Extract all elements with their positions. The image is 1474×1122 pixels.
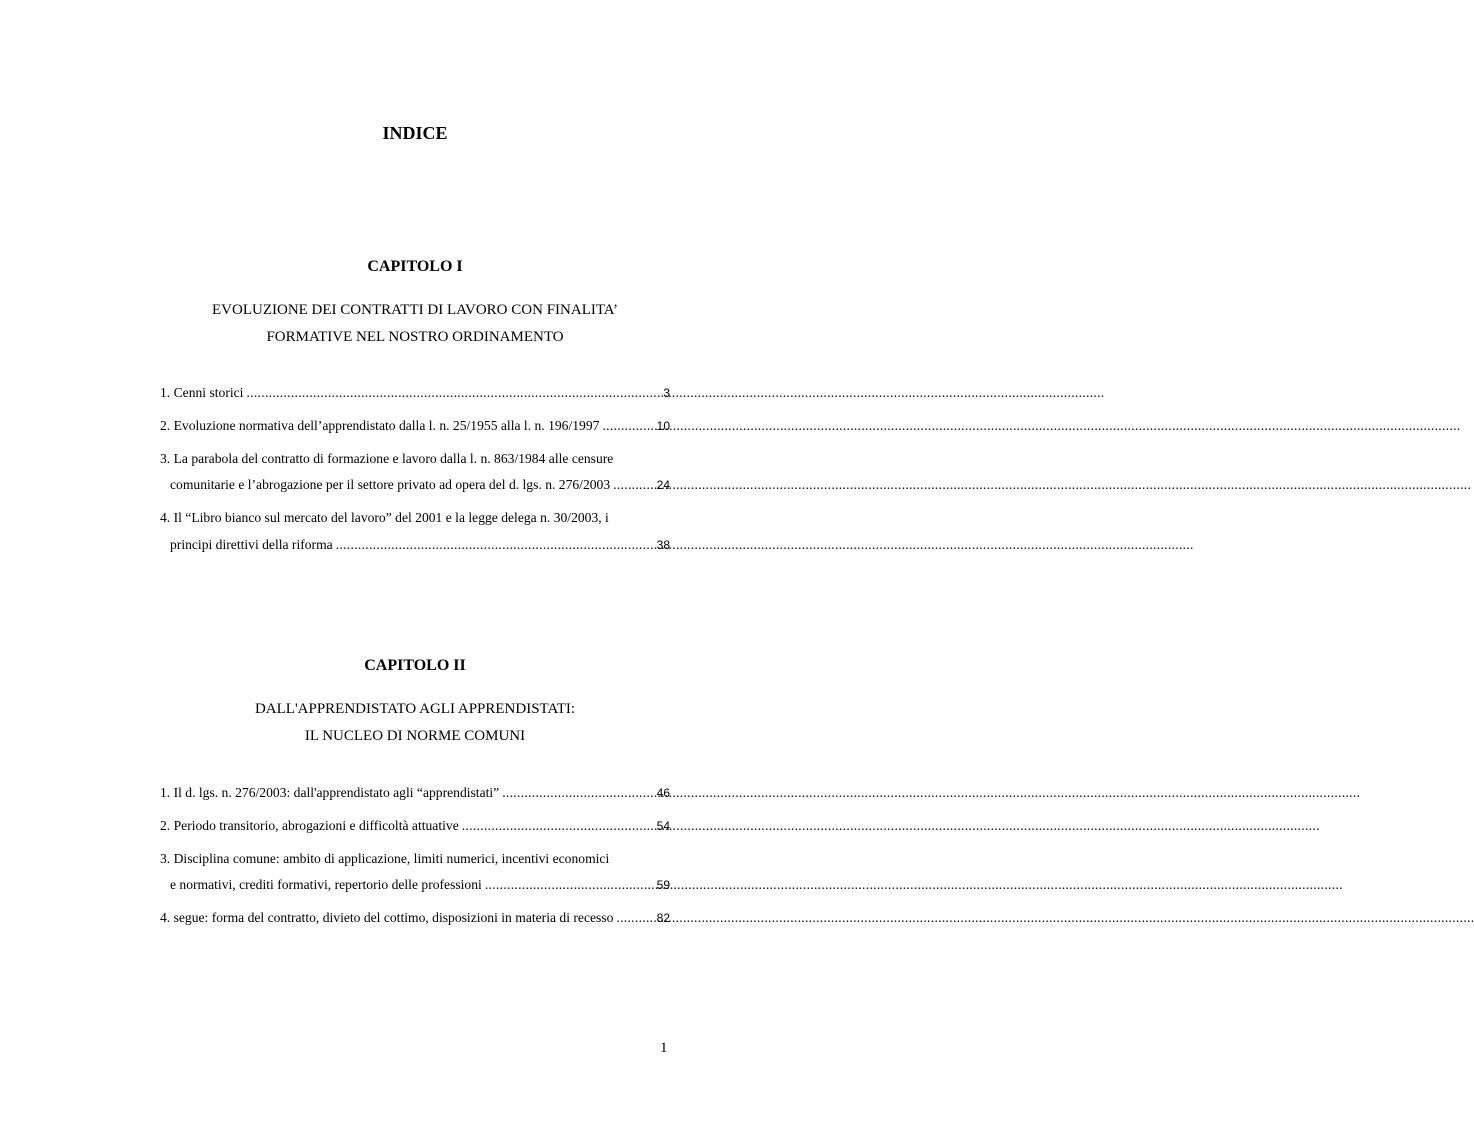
toc-entry-text: 2. Periodo transitorio, abrogazioni e difficoltà attuative (160, 818, 459, 833)
toc-entry (160, 417, 670, 435)
toc-entry (160, 817, 670, 835)
toc-entry-text: e normativi, crediti formativi, repertorio delle professioni (170, 877, 482, 892)
toc-entry-text: comunitarie e l’abrogazione per il settore privato ad opera del d. lgs. n. 276/2003 (170, 477, 611, 492)
dot-leader (462, 817, 656, 835)
toc-entry-text: 4. Il “Libro bianco sul mercato del lavoro” del 2001 e la legge delega n. 30/2003, i (160, 510, 609, 525)
toc-entry (160, 909, 670, 927)
dot-leader (613, 476, 655, 494)
toc-page-number: 38 (656, 538, 670, 552)
toc-entry (160, 784, 670, 802)
toc-page-number: 46 (656, 786, 670, 800)
toc-entry-text: 3. Disciplina comune: ambito di applicazione, limiti numerici, incentivi economici (160, 851, 610, 866)
dot-leader (246, 384, 662, 402)
toc-page-number: 59 (656, 878, 670, 892)
toc-entry-text: 1. Il d. lgs. n. 276/2003: dall'apprendistato agli “apprendistati” (160, 785, 500, 800)
toc-entry-text: 4. segue: forma del contratto, divieto del cottimo, disposizioni in materia di recesso (160, 910, 614, 925)
chapter-label: CAPITOLO II (364, 657, 466, 674)
toc-entry (170, 876, 670, 894)
chapter-subtitle: DALL'APPRENDISTATO AGLI APPRENDISTATI: (254, 701, 576, 717)
toc-entry-text: principi direttivi della riforma (170, 537, 333, 552)
toc-entry (170, 476, 670, 494)
chapter-subtitle: EVOLUZIONE DEI CONTRATTI DI LAVORO CON FINALITA’ (212, 302, 618, 318)
chapter-subtitle: IL NUCLEO DI NORME COMUNI (304, 728, 526, 744)
toc-page-number: 24 (656, 478, 670, 492)
toc-entry-text: 2. Evoluzione normativa dell’apprendistato dalla l. n. 25/1955 alla l. n. 196/1997 (160, 418, 600, 433)
page-title: INDICE (382, 123, 448, 143)
toc-page-number: 10 (656, 419, 670, 433)
dot-leader (502, 784, 655, 802)
toc-entry-text: 1. Cenni storici (160, 385, 244, 400)
page-number: 1 (660, 1040, 668, 1056)
chapter-subtitle: FORMATIVE NEL NOSTRO ORDINAMENTO (266, 329, 564, 345)
dot-leader (485, 876, 656, 894)
toc-entry-text: 3. La parabola del contratto di formazione e lavoro dalla l. n. 863/1984 alle censure (160, 451, 614, 466)
chapter-label: CAPITOLO I (367, 258, 463, 275)
toc-page-number: 3 (663, 386, 670, 400)
dot-leader (616, 909, 655, 927)
dot-leader (602, 417, 655, 435)
toc-page-number: 82 (656, 911, 670, 925)
toc-entry (170, 536, 670, 554)
dot-leader (336, 536, 656, 554)
toc-page-number: 54 (656, 819, 670, 833)
toc-entry (160, 384, 670, 402)
